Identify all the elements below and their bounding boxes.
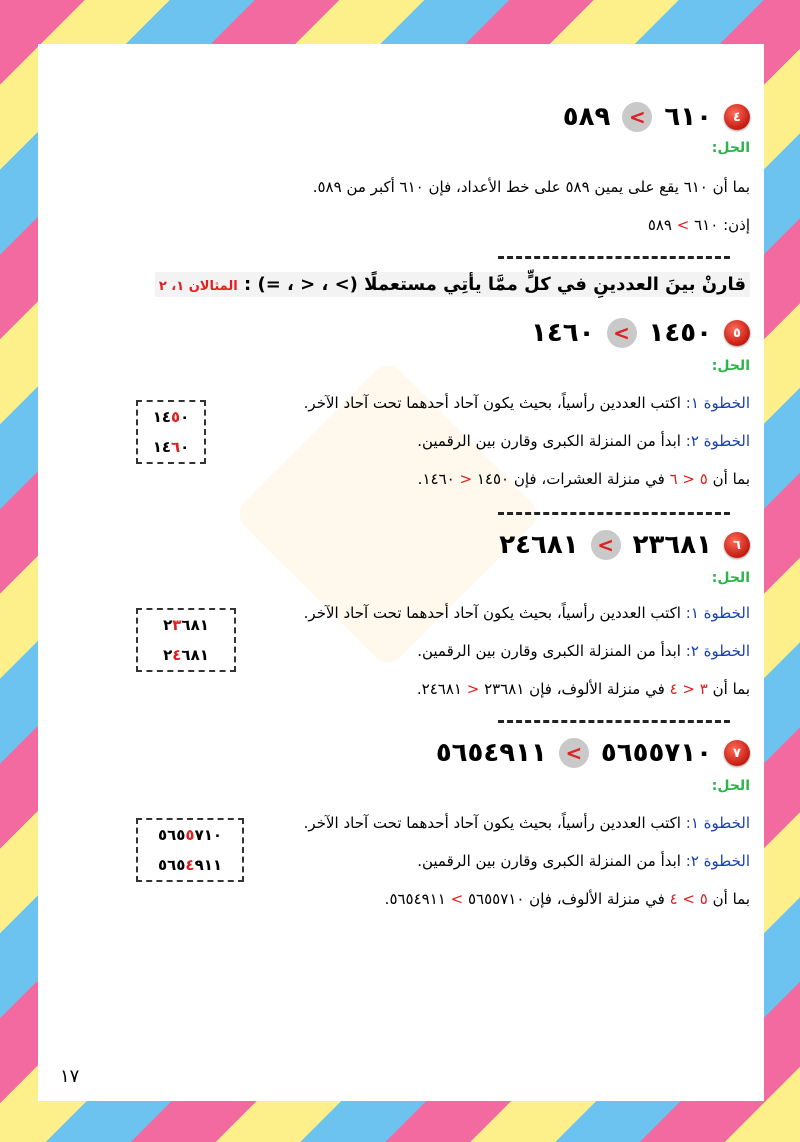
box-bottom-number: ٢٤٦٨١ [163, 646, 209, 664]
vertical-alignment-box [136, 818, 244, 882]
vertical-alignment-box [136, 608, 236, 672]
solution-label: الحل: [711, 778, 750, 794]
step-2-label: الخطوة ٢: [685, 852, 750, 870]
comparison-sign: > [591, 530, 621, 560]
left-number: ٥٨٩ [562, 102, 611, 132]
box-top-number: ١٤٥٠ [152, 408, 190, 426]
question-4-comparison [563, 102, 750, 132]
dashed-separator [498, 720, 730, 723]
digit-a: ٥ [699, 890, 708, 908]
instruction-heading [155, 272, 750, 297]
step-1-label: الخطوة ١: [685, 604, 750, 622]
conclusion-a: ٦١٠ [694, 216, 719, 234]
left-number: ٥٦٥٤٩١١ [435, 738, 547, 768]
left-number: ١٤٦٠ [531, 318, 595, 348]
comparison-sign: > [622, 102, 652, 132]
since-prefix: بما أن [712, 470, 750, 488]
box-top-number: ٥٦٥٥٧١٠ [157, 826, 223, 844]
box-bottom-number: ٥٦٥٤٩١١ [157, 856, 223, 874]
solution-label: الحل: [711, 140, 750, 156]
dashed-separator [498, 512, 730, 515]
digit-sign: < [682, 470, 695, 488]
step-1-label: الخطوة ١: [685, 394, 750, 412]
digit-a: ٣ [699, 680, 708, 698]
number-sign: < [459, 470, 473, 488]
instruction-text: قارنْ بينَ العددينِ في كلٍّ ممَّا يأتِي مستعملًا (> ، < ، =) : [244, 274, 746, 295]
conclusion-prefix: إذن: [723, 216, 750, 234]
step-2-text: ابدأ من المنزلة الكبرى وقارن بين الرقمين. [417, 432, 681, 450]
comparison-sign: > [559, 738, 589, 768]
number-b: ٢٤٦٨١ [421, 680, 462, 698]
number-sign: > [450, 890, 464, 908]
solution-label: الحل: [711, 358, 750, 374]
number-sign: < [466, 680, 480, 698]
since-prefix: بما أن [712, 890, 750, 908]
since-middle: في منزلة الألوف، فإن [529, 890, 665, 908]
step-1-line [304, 604, 750, 622]
digit-a: ٥ [699, 470, 708, 488]
since-line: بما أن ٣ < ٤ في منزلة الألوف، فإن ٢٣٦٨١ < ٢٤٦٨١. [416, 680, 750, 698]
question-7-comparison [436, 738, 750, 768]
step-1-text: اكتب العددين رأسياً، بحيث يكون آحاد أحدهما تحت آحاد الآخر. [303, 604, 681, 622]
dashed-separator [498, 256, 730, 259]
digit-b: ٦ [669, 470, 678, 488]
number-a: ٢٣٦٨١ [484, 680, 525, 698]
step-2-line [417, 852, 750, 870]
conclusion-line [648, 216, 750, 234]
step-2-label: الخطوة ٢: [685, 642, 750, 660]
box-top-number: ٢٣٦٨١ [163, 616, 209, 634]
right-number: ٢٣٦٨١ [632, 530, 712, 560]
question-number-badge: ٧ [724, 740, 750, 766]
box-bottom-number: ١٤٦٠ [152, 438, 190, 456]
step-2-line [417, 432, 750, 450]
digit-b: ٤ [669, 890, 678, 908]
right-number: ١٤٥٠ [648, 318, 712, 348]
conclusion-sign: > [676, 216, 690, 234]
question-number-badge: ٦ [724, 532, 750, 558]
question-6-comparison [499, 530, 750, 560]
step-2-text: ابدأ من المنزلة الكبرى وقارن بين الرقمين. [417, 642, 681, 660]
number-b: ١٤٦٠ [422, 470, 455, 488]
conclusion-b: ٥٨٩ [647, 216, 672, 234]
since-middle: في منزلة الألوف، فإن [529, 680, 665, 698]
number-a: ١٤٥٠ [476, 470, 510, 488]
number-a: ٥٦٥٥٧١٠ [467, 890, 525, 908]
question-5-comparison [531, 318, 750, 348]
comparison-sign: > [607, 318, 637, 348]
vertical-alignment-box [136, 400, 206, 464]
reference-examples: المثالان ١، ٢ [158, 279, 238, 294]
right-number: ٥٦٥٥٧١٠ [600, 738, 712, 768]
step-1-text: اكتب العددين رأسياً، بحيث يكون آحاد أحدهما تحت آحاد الآخر. [303, 814, 681, 832]
step-2-label: الخطوة ٢: [685, 432, 750, 450]
since-middle: في منزلة العشرات، فإن [513, 470, 665, 488]
step-1-line [304, 814, 750, 832]
step-1-line [304, 394, 750, 412]
step-2-line [417, 642, 750, 660]
right-number: ٦١٠ [664, 102, 712, 132]
number-b: ٥٦٥٤٩١١ [389, 890, 446, 908]
step-1-text: اكتب العددين رأسياً، بحيث يكون آحاد أحدهما تحت آحاد الآخر. [303, 394, 681, 412]
since-prefix: بما أن [712, 680, 750, 698]
question-number-badge: ٤ [724, 104, 750, 130]
step-2-text: ابدأ من المنزلة الكبرى وقارن بين الرقمين. [417, 852, 681, 870]
left-number: ٢٤٦٨١ [499, 530, 579, 560]
page-number: ١٧ [60, 1066, 80, 1087]
explanation-text: بما أن ٦١٠ يقع على يمين ٥٨٩ على خط الأعداد، فإن ٦١٠ أكبر من ٥٨٩. [312, 178, 750, 196]
digit-sign: < [682, 680, 695, 698]
solution-label: الحل: [711, 570, 750, 586]
since-line: بما أن ٥ > ٤ في منزلة الألوف، فإن ٥٦٥٥٧١٠ > ٥٦٥٤٩١١. [384, 890, 750, 908]
worksheet-page [38, 44, 764, 1101]
step-1-label: الخطوة ١: [685, 814, 750, 832]
question-number-badge: ٥ [724, 320, 750, 346]
digit-sign: > [682, 890, 695, 908]
digit-b: ٤ [669, 680, 678, 698]
since-line: بما أن ٥ < ٦ في منزلة العشرات، فإن ١٤٥٠ < ١٤٦٠. [417, 470, 750, 488]
